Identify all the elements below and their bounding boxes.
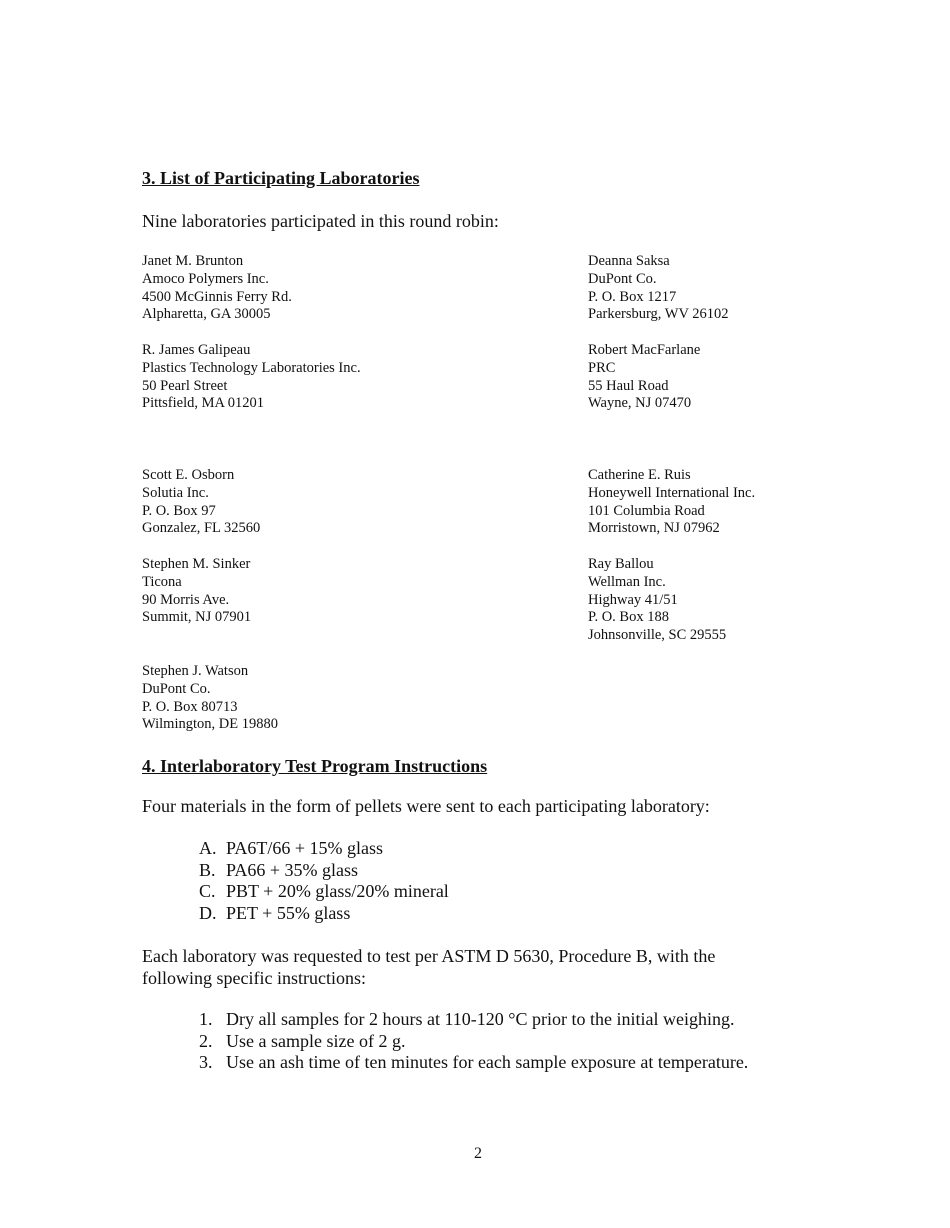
list-item bbox=[199, 881, 449, 903]
lab-address bbox=[142, 253, 292, 324]
address-line: Ticona bbox=[142, 573, 182, 590]
address-line: Morristown, NJ 07962 bbox=[588, 520, 720, 537]
lab-address bbox=[142, 663, 278, 734]
address-line: Stephen J. Watson bbox=[142, 663, 249, 679]
list-marker: 3. bbox=[199, 1052, 213, 1072]
address-line: Solutia Inc. bbox=[142, 484, 209, 501]
list-text: Dry all samples for 2 hours at 110-120 °C prior to the initial weighing. bbox=[226, 1009, 735, 1029]
address-line: Wellman Inc. bbox=[588, 573, 666, 590]
address-line: Honeywell International Inc. bbox=[588, 484, 756, 501]
lab-address bbox=[142, 342, 361, 413]
lab-address bbox=[142, 467, 260, 538]
list-item bbox=[199, 838, 449, 860]
address-line: R. James Galipeau bbox=[142, 342, 251, 358]
address-line: Parkersburg, WV 26102 bbox=[588, 306, 729, 323]
list-marker: B. bbox=[199, 859, 216, 880]
address-line: Summit, NJ 07901 bbox=[142, 609, 252, 626]
lab-address bbox=[588, 253, 729, 324]
list-marker: C. bbox=[199, 881, 216, 901]
list-marker: 1. bbox=[199, 1009, 213, 1029]
list-item bbox=[199, 1031, 748, 1053]
address-line: Alpharetta, GA 30005 bbox=[142, 306, 271, 323]
section-4-intro: Four materials in the form of pellets were sent to each participating laboratory: bbox=[142, 796, 710, 816]
address-line: Stephen M. Sinker bbox=[142, 556, 251, 572]
address-line: PRC bbox=[588, 359, 616, 376]
address-line: 101 Columbia Road bbox=[588, 502, 705, 519]
address-line: Wilmington, DE 19880 bbox=[142, 716, 278, 733]
list-marker: D. bbox=[199, 902, 217, 923]
address-line: Ray Ballou bbox=[588, 556, 654, 572]
materials-list bbox=[199, 838, 449, 924]
address-line: P. O. Box 188 bbox=[588, 609, 669, 626]
list-item bbox=[199, 1052, 748, 1074]
address-line: Johnsonville, SC 29555 bbox=[588, 627, 727, 644]
address-line: P. O. Box 97 bbox=[142, 502, 216, 519]
request-paragraph: Each laboratory was requested to test per ASTM D 5630, Procedure B, with the following specific instructions: bbox=[142, 946, 716, 988]
address-line: Gonzalez, FL 32560 bbox=[142, 520, 261, 537]
address-line: Plastics Technology Laboratories Inc. bbox=[142, 359, 361, 376]
lab-address bbox=[142, 556, 251, 627]
lab-address bbox=[588, 342, 700, 413]
list-text: PBT + 20% glass/20% mineral bbox=[226, 881, 449, 901]
address-line: DuPont Co. bbox=[142, 680, 211, 697]
list-text: PA6T/66 + 15% glass bbox=[226, 838, 383, 858]
list-text: PET + 55% glass bbox=[226, 902, 351, 923]
list-text: PA66 + 35% glass bbox=[226, 859, 359, 880]
list-item bbox=[199, 903, 449, 925]
address-line: Highway 41/51 bbox=[588, 591, 678, 608]
list-item bbox=[199, 860, 449, 882]
lab-address bbox=[588, 467, 755, 538]
address-line: Amoco Polymers Inc. bbox=[142, 270, 269, 287]
lab-address bbox=[588, 556, 726, 645]
address-line: P. O. Box 1217 bbox=[588, 288, 677, 305]
address-line: Pittsfield, MA 01201 bbox=[142, 395, 265, 412]
address-line: 50 Pearl Street bbox=[142, 377, 228, 394]
list-marker: A. bbox=[199, 838, 217, 858]
list-text: Use an ash time of ten minutes for each sample exposure at temperature. bbox=[226, 1052, 749, 1072]
address-line: Catherine E. Ruis bbox=[588, 467, 691, 483]
address-line: Robert MacFarlane bbox=[588, 342, 701, 358]
instructions-list bbox=[199, 1009, 748, 1074]
address-line: 90 Morris Ave. bbox=[142, 591, 230, 608]
address-line: Scott E. Osborn bbox=[142, 467, 235, 483]
address-line: Deanna Saksa bbox=[588, 253, 670, 269]
address-line: P. O. Box 80713 bbox=[142, 698, 238, 715]
list-item bbox=[199, 1009, 748, 1031]
address-line: 55 Haul Road bbox=[588, 377, 669, 394]
list-text: Use a sample size of 2 g. bbox=[226, 1030, 406, 1051]
list-marker: 2. bbox=[199, 1030, 213, 1051]
address-line: Janet M. Brunton bbox=[142, 253, 244, 269]
address-line: Wayne, NJ 07470 bbox=[588, 395, 692, 412]
section-3-heading: 3. List of Participating Laboratories bbox=[142, 168, 420, 188]
page-number: 2 bbox=[474, 1145, 482, 1162]
address-line: 4500 McGinnis Ferry Rd. bbox=[142, 288, 292, 305]
section-4-heading: 4. Interlaboratory Test Program Instructions bbox=[142, 756, 488, 776]
address-line: DuPont Co. bbox=[588, 270, 657, 287]
section-3-intro: Nine laboratories participated in this round robin: bbox=[142, 211, 499, 231]
